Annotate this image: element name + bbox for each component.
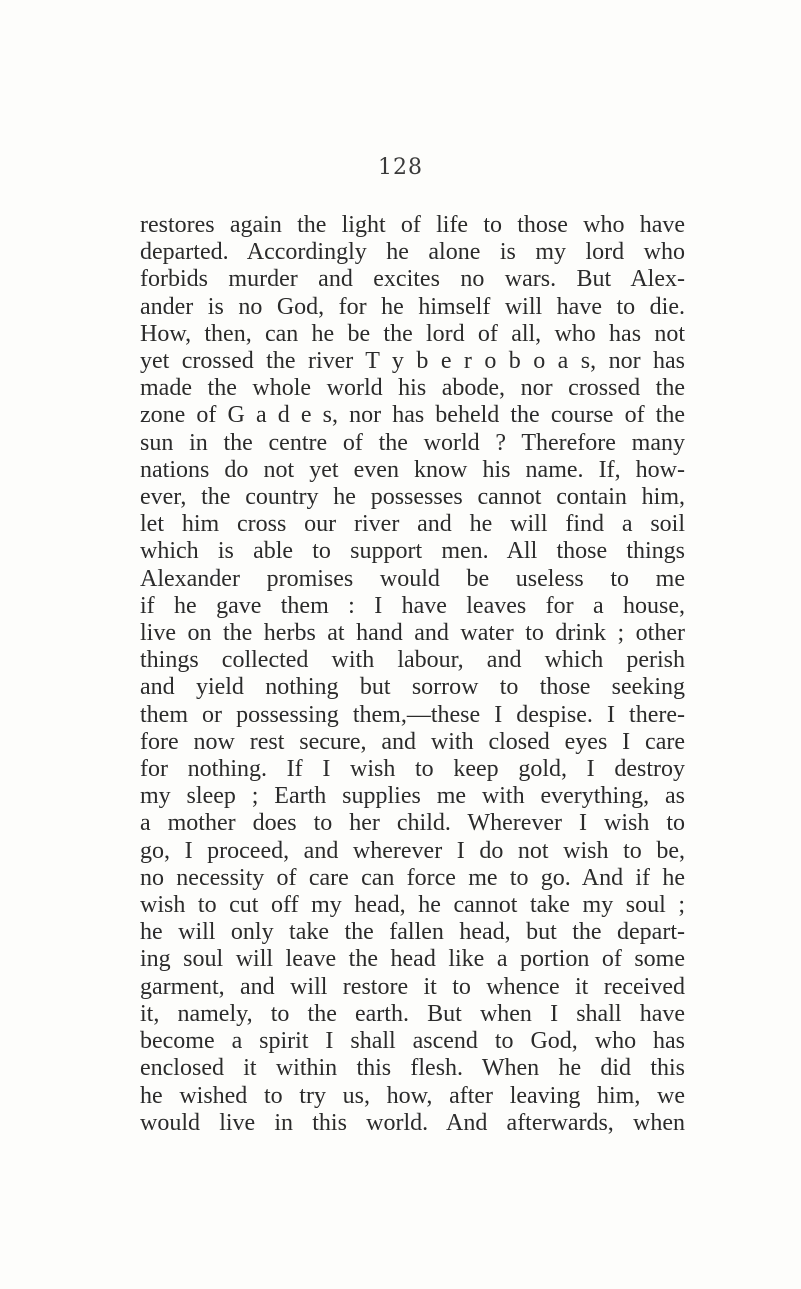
text-line: yet crossed the river T y b e r o b o a s, nor has [140, 348, 685, 375]
text-line: for nothing. If I wish to keep gold, I destroy [140, 756, 685, 783]
text-line: no necessity of care can force me to go. And if he [140, 864, 685, 891]
text-line: sun in the centre of the world ? Therefore many [140, 429, 685, 456]
text-line: a mother does to her child. Wherever I wish to [140, 810, 685, 837]
text-line: let him cross our river and he will find a soil [140, 511, 685, 538]
text-line: wish to cut off my head, he cannot take my soul ; [140, 892, 685, 919]
text-line: ander is no God, for he himself will have to die. [140, 293, 685, 320]
text-line: made the whole world his abode, nor crossed the [140, 375, 685, 402]
text-line: and yield nothing but sorrow to those seeking [140, 674, 685, 701]
text-line: things collected with labour, and which perish [140, 647, 685, 674]
text-line: he wished to try us, how, after leaving him, we [140, 1082, 685, 1109]
text-line: become a spirit I shall ascend to God, who has [140, 1028, 685, 1055]
text-line: restores again the light of life to those who have [140, 212, 685, 238]
text-line: would live in this world. And afterwards, when [140, 1109, 685, 1136]
page-number: 128 [378, 155, 423, 180]
text-line: it, namely, to the earth. But when I shall have [140, 1000, 685, 1027]
text-line: nations do not yet even know his name. If, how- [140, 456, 685, 483]
text-line: forbids murder and excites no wars. But Alex- [140, 266, 685, 293]
text-line: he will only take the fallen head, but the depart- [140, 919, 685, 946]
text-line: ing soul will leave the head like a portion of some [140, 946, 685, 973]
text-line: Alexander promises would be useless to me [140, 565, 685, 592]
text-line: departed. Accordingly he alone is my lord who [140, 239, 685, 266]
text-line: go, I proceed, and wherever I do not wish to be, [140, 837, 685, 864]
text-line: zone of G a d e s, nor has beheld the course of the [140, 402, 685, 429]
text-line: ever, the country he possesses cannot contain him, [140, 484, 685, 511]
text-line: How, then, can he be the lord of all, who has not [140, 320, 685, 347]
text-line: enclosed it within this flesh. When he did this [140, 1055, 685, 1082]
text-line: which is able to support men. All those things [140, 538, 685, 565]
text-line: if he gave them : I have leaves for a house, [140, 592, 685, 619]
text-line: them or possessing them,—these I despise. I there- [140, 701, 685, 728]
text-line: live on the herbs at hand and water to drink ; other [140, 620, 685, 647]
text-line: garment, and will restore it to whence it received [140, 973, 685, 1000]
body-text [140, 212, 685, 1137]
text-line: my sleep ; Earth supplies me with everything, as [140, 783, 685, 810]
text-line: fore now rest secure, and with closed eyes I care [140, 728, 685, 755]
